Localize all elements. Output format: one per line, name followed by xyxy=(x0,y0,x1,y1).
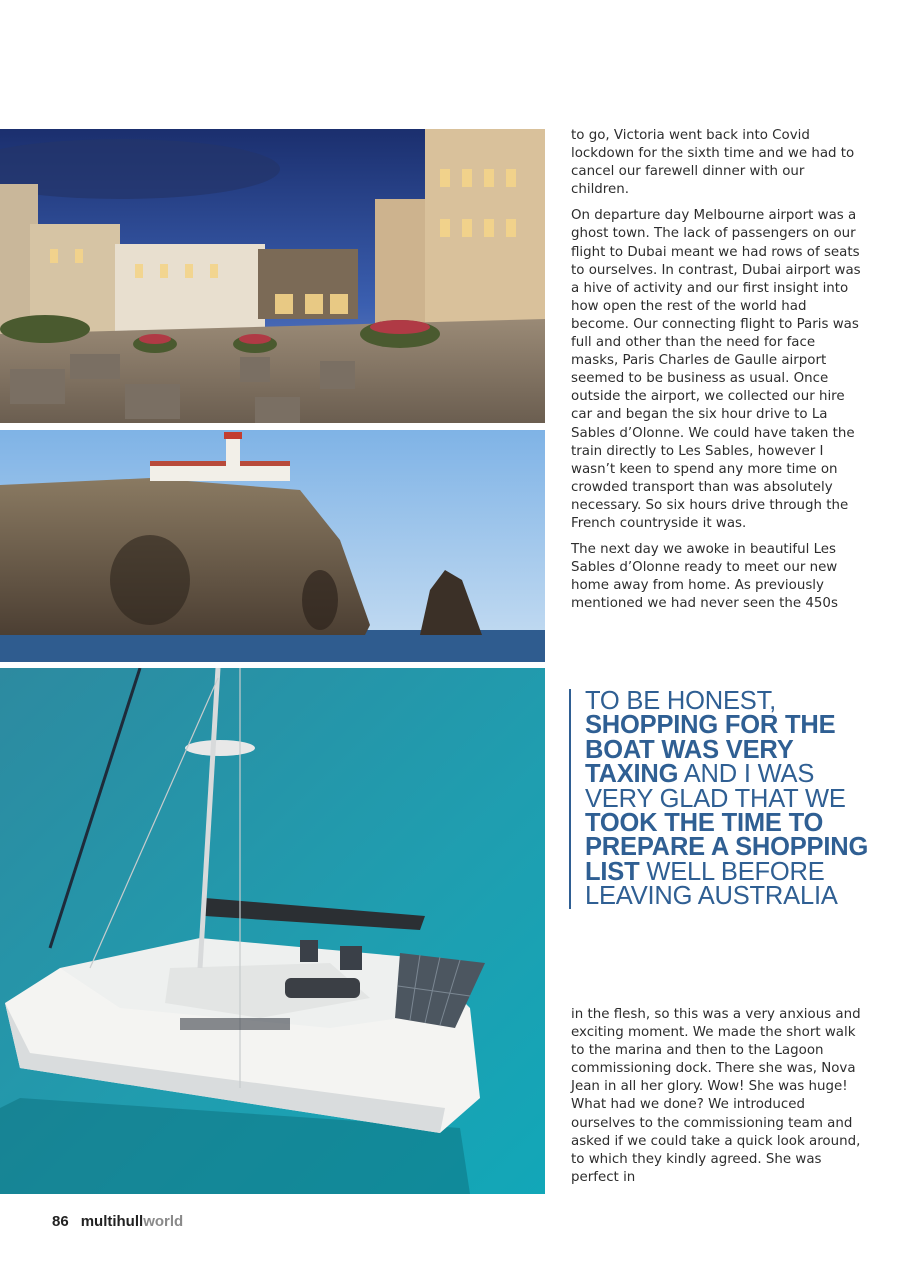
sea-cliff-photo xyxy=(0,430,545,662)
brand-name-part1: multihull xyxy=(80,1213,144,1230)
paragraph: The next day we awoke in beautiful Les Sables d’Olonne ready to meet our new home away from home. As previously mentioned we had never seen the 450s xyxy=(571,542,838,612)
pull-quote-text: TO BE HONEST, xyxy=(585,687,777,715)
article-column-top xyxy=(571,127,861,621)
pull-quote-text: WELL BEFORE LEAVING AUSTRALIA xyxy=(585,857,838,911)
pull-quote-text: AND I WAS VERY GLAD THAT WE xyxy=(585,760,846,813)
page-footer xyxy=(52,1213,183,1230)
pull-quote xyxy=(569,689,875,909)
article-column-bottom xyxy=(571,1006,861,1195)
paragraph: On departure day Melbourne airport was a ghost town. The lack of passengers on our flight to Dubai meant we had rows of seats to ourselves. In contrast, Dubai airport was a hive of activity and our first insight into how open the rest of the world had become. Our connecting flight to Paris was full and other than the need for face masks, Paris Charles de Gaulle airport seemed to be business as usual. Once outside the airport, we collected our hire car and began the six hour drive to La Sables d’Olonne. We could have taken the train directly to Les Sables, however I wasn’t keen to spend any more time on crowded transport than was absolutely necessary. So six hours drive through the French countryside it was. xyxy=(571,208,861,531)
pull-quote-bold-text: SHOPPING FOR THE BOAT WAS VERY TAXING xyxy=(585,711,836,789)
paragraph: in the flesh, so this was a very anxious and exciting moment. We made the short walk to the marina and then to the Lagoon commissioning dock. There she was, Nova Jean in all her glory. Wow! She was huge! What had we done? We introduced ourselves to the commissioning team and asked if we could take a quick look around, to which they kindly agreed. She was perfect in xyxy=(571,1007,861,1185)
paragraph: to go, Victoria went back into Covid lockdown for the sixth time and we had to cancel our farewell dinner with our children. xyxy=(571,128,855,198)
pull-quote-bold-text: TOOK THE TIME TO PREPARE A SHOPPING LIST xyxy=(585,809,869,886)
page-number: 86 xyxy=(52,1213,69,1230)
brand-name-part2: world xyxy=(143,1213,184,1230)
town-square-photo xyxy=(0,129,545,423)
catamaran-photo xyxy=(0,668,545,1194)
